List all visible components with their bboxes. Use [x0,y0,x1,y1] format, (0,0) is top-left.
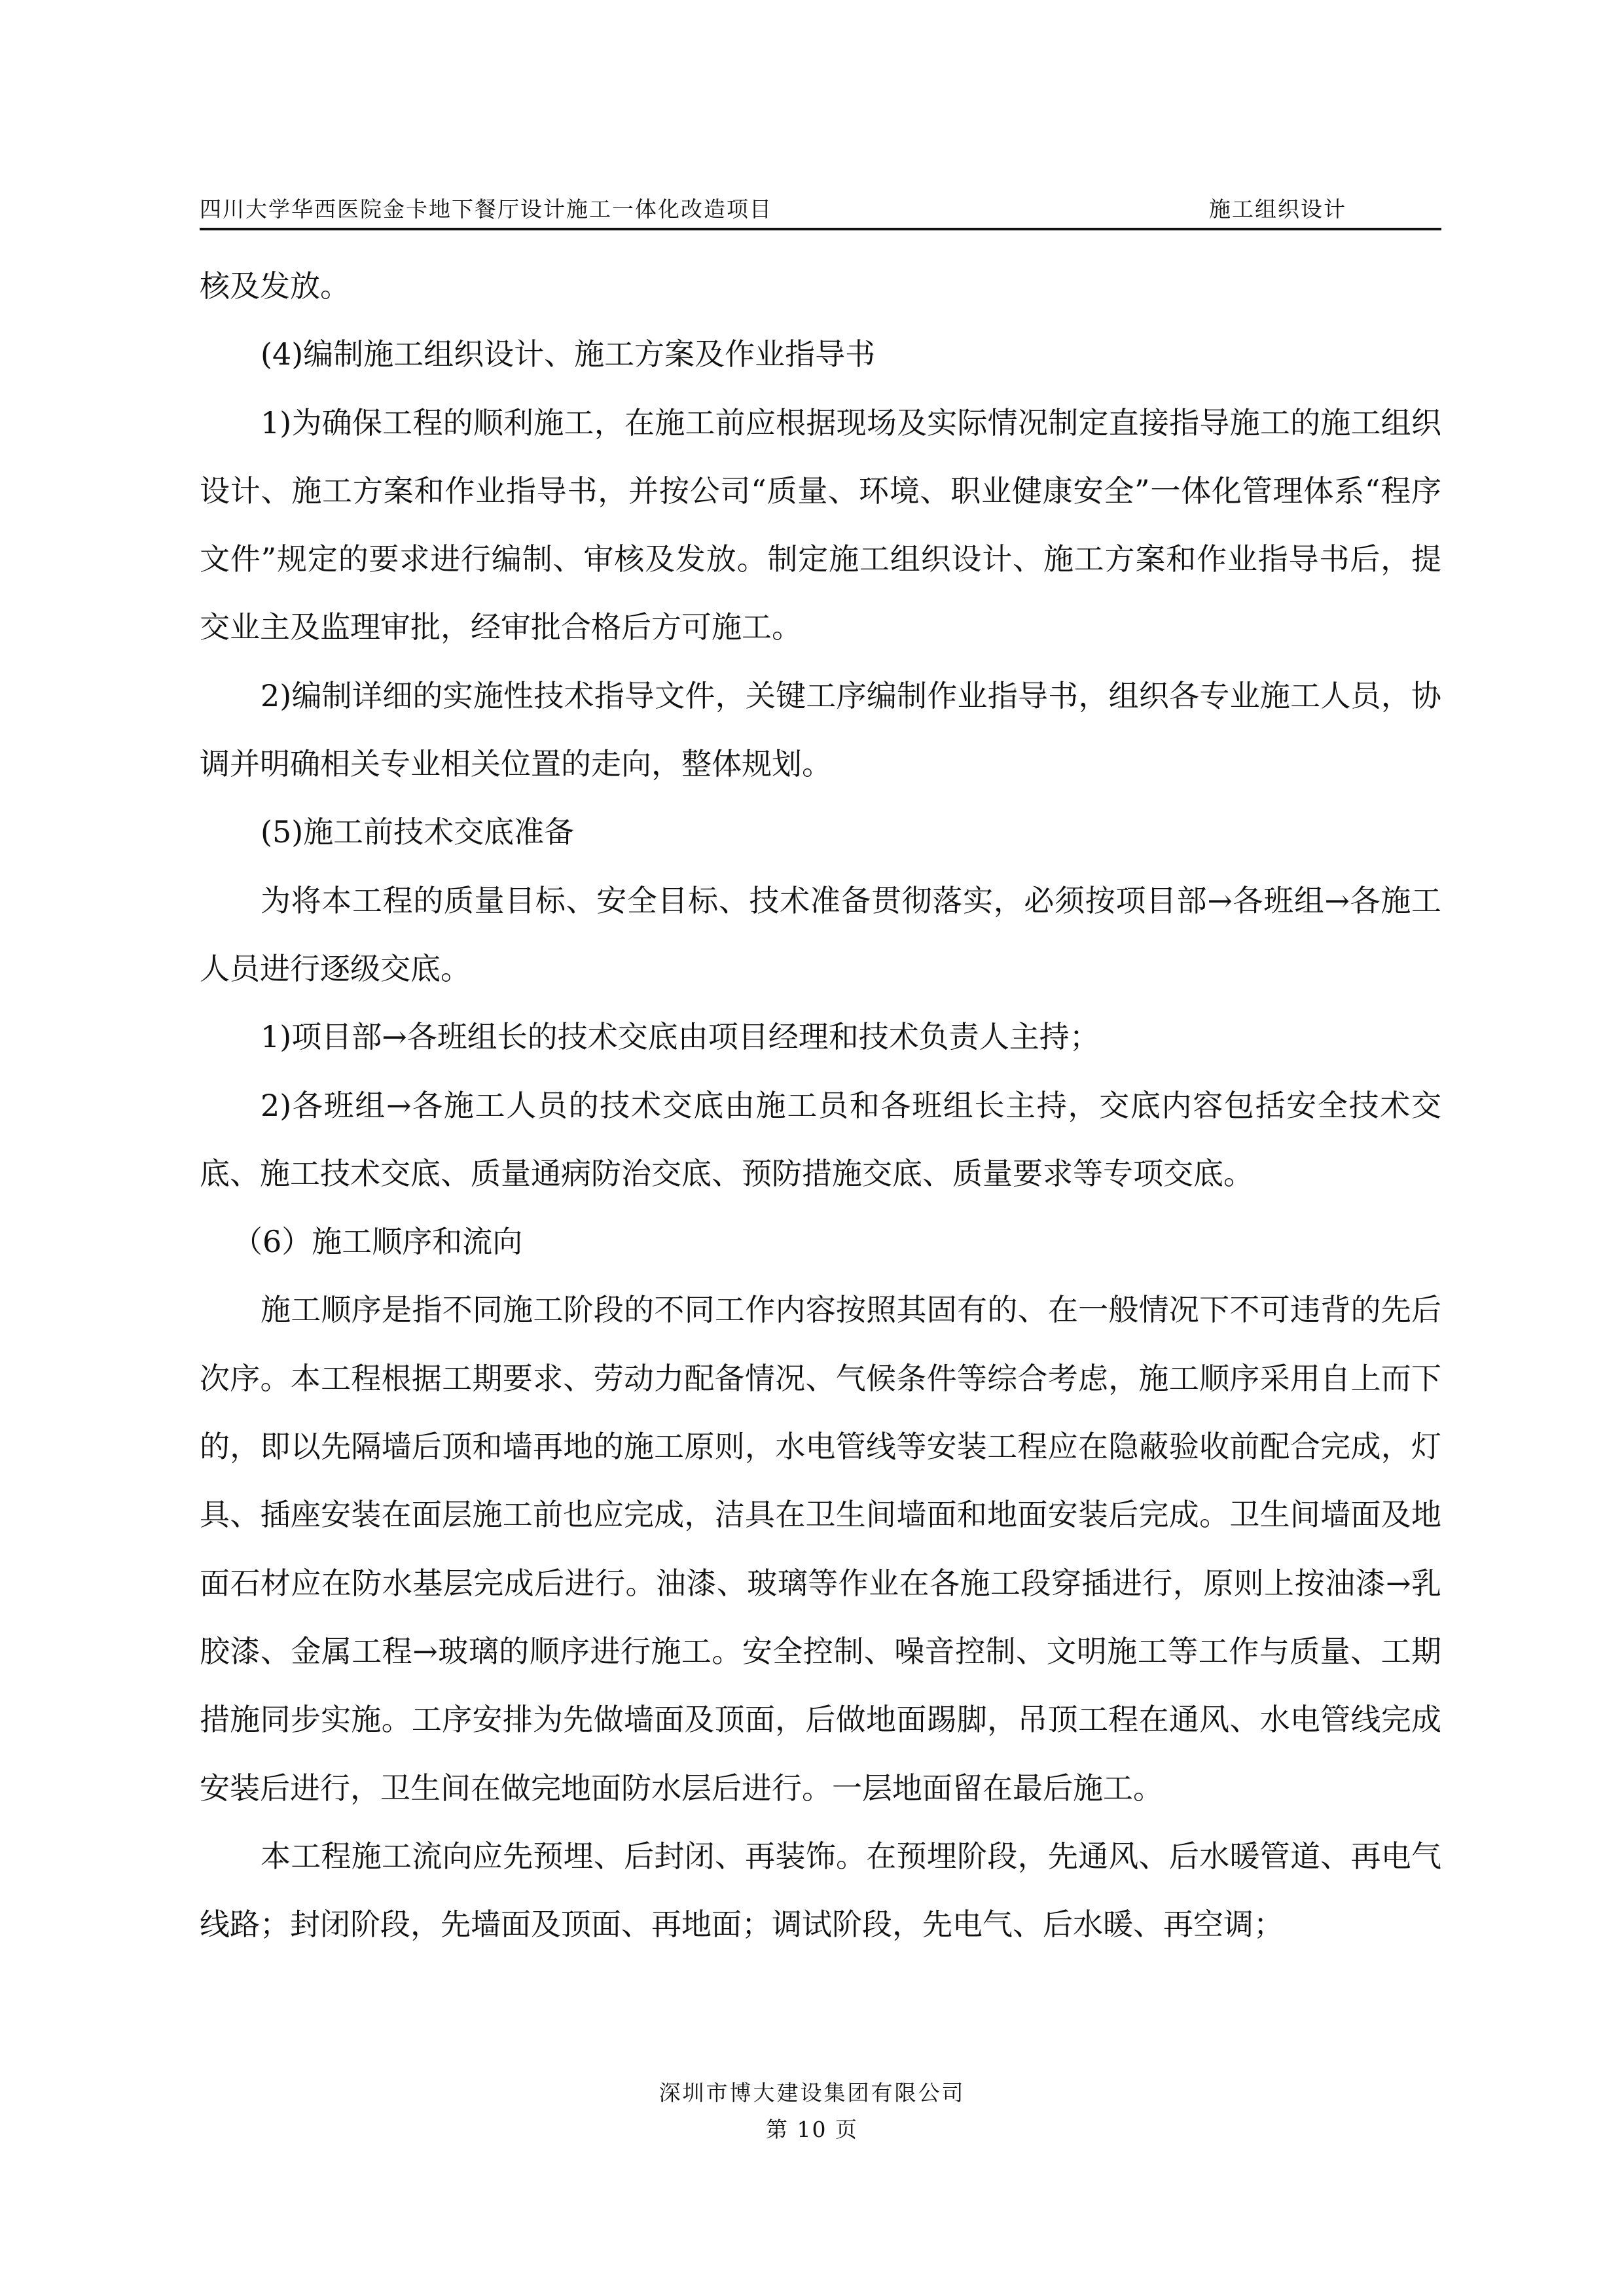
paragraph: 本工程施工流向应先预埋、后封闭、再装饰。在预埋阶段，先通风、后水暖管道、再电气线路；封闭阶段，先墙面及顶面、再地面；调试阶段，先电气、后水暖、再空调； [200,1838,1441,1943]
paragraph-item: 1)为确保工程的顺利施工，在施工前应根据现场及实际情况制定直接指导施工的施工组织设计、施工方案和作业指导书，并按公司“质量、环境、职业健康安全”一体化管理体系“程序文件”规定的要求进行编制、审核及发放。制定施工组织设计、施工方案和作业指导书后，提交业主及监理审批，经审批合格后方可施工。 [200,404,1441,645]
paragraph-continuation: 核及发放。 [200,268,350,304]
header-document-title: 施工组织设计 [1209,196,1346,222]
section-heading-5: (5)施工前技术交底准备 [261,814,575,850]
paragraph: 施工顺序是指不同施工阶段的不同工作内容按照其固有的、在一般情况下不可违背的先后次序。本工程根据工期要求、劳动力配备情况、气候条件等综合考虑，施工顺序采用自上而下的，即以先隔墙后顶和墙再地的施工原则，水电管线等安装工程应在隐蔽验收前配合完成，灯具、插座安装在面层施工前也应完成，洁具在卫生间墙面和地面安装后完成。卫生间墙面及地面石材应在防水基层完成后进行。油漆、玻璃等作业在各施工段穿插进行，原则上按油漆→乳胶漆、金属工程→玻璃的顺序进行施工。安全控制、噪音控制、文明施工等工作与质量、工期措施同步实施。工序安排为先做墙面及顶面，后做地面踢脚，吊顶工程在通风、水电管线完成安装后进行，卫生间在做完地面防水层后进行。一层地面留在最后施工。 [200,1292,1441,1806]
paragraph: 为将本工程的质量目标、安全目标、技术准备贯彻落实，必须按项目部→各班组→各施工人员进行逐级交底。 [200,882,1441,986]
paragraph-item: 1)项目部→各班组长的技术交底由项目经理和技术负责人主持； [261,1019,1100,1055]
footer-page-number: 第 10 页 [766,2117,858,2142]
page-header [200,190,1441,230]
section-heading-4: (4)编制施工组织设计、施工方案及作业指导书 [261,336,876,372]
header-project-title: 四川大学华西医院金卡地下餐厅设计施工一体化改造项目 [200,196,772,222]
document-body [200,252,1441,1958]
paragraph-item: 2)各班组→各施工人员的技术交底由施工员和各班组长主持，交底内容包括安全技术交底、施工技术交底、质量通病防治交底、预防措施交底、质量要求等专项交底。 [200,1087,1441,1191]
footer-company-name: 深圳市博大建设集团有限公司 [659,2080,965,2106]
section-heading-6: （6）施工顺序和流向 [232,1224,523,1260]
paragraph-item: 2)编制详细的实施性技术指导文件，关键工序编制作业指导书，组织各专业施工人员，协调并明确相关专业相关位置的走向，整体规划。 [200,677,1441,782]
